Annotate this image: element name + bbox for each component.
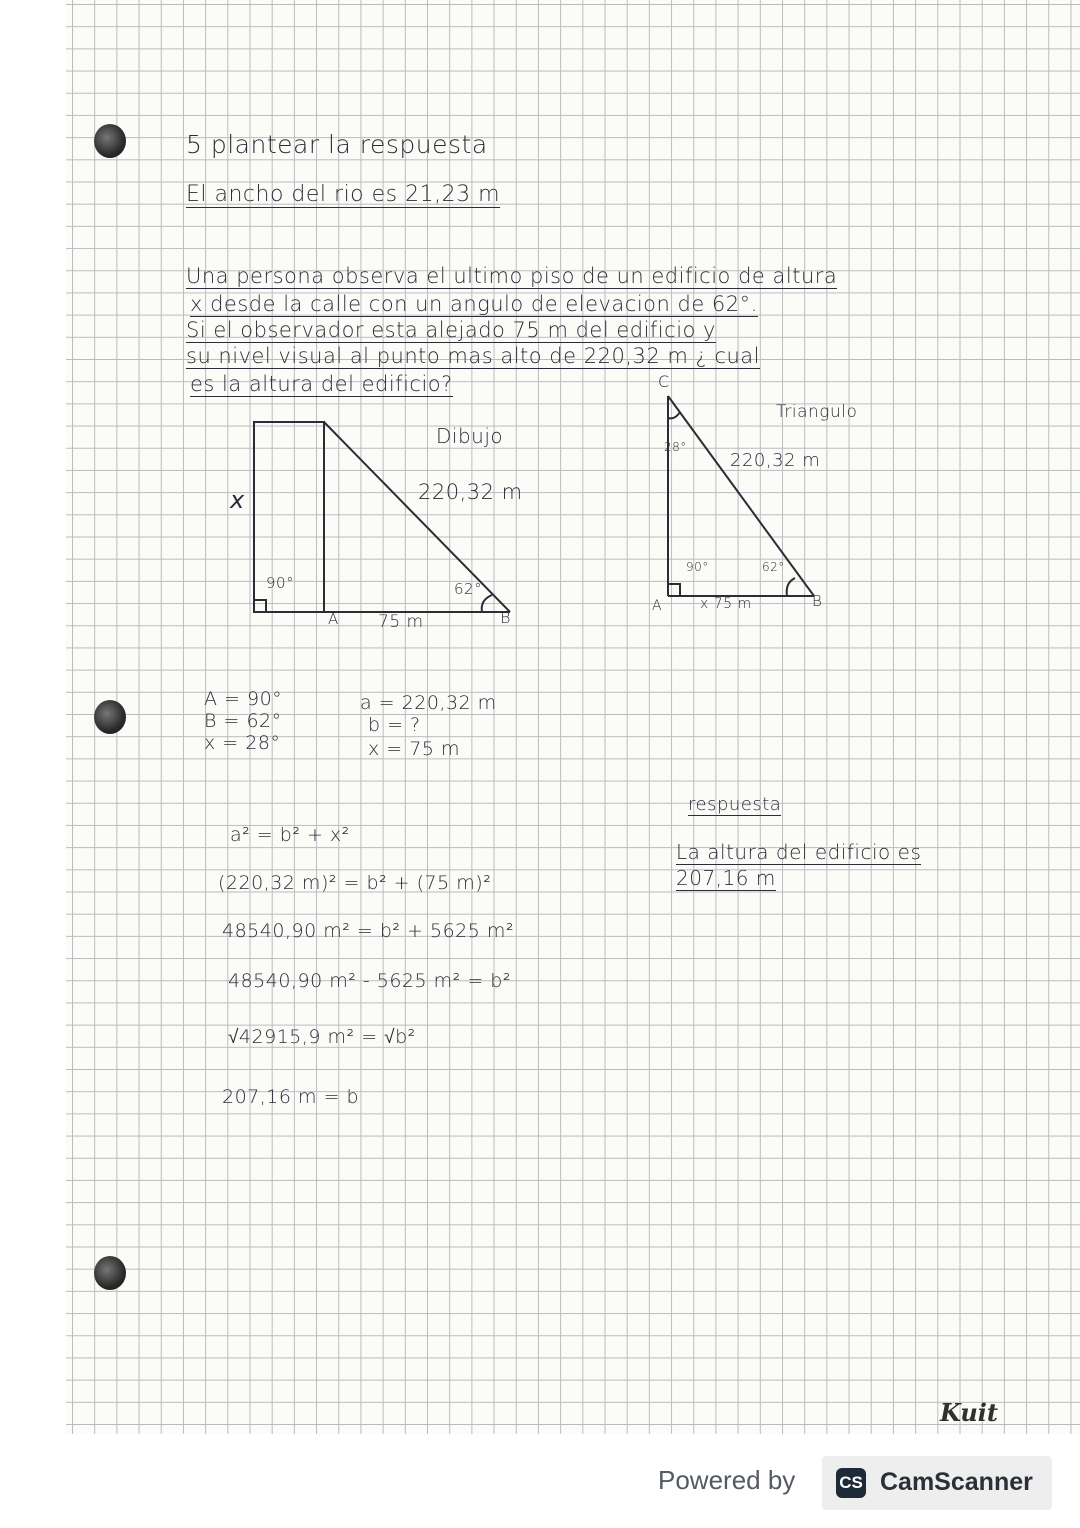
work-line-2: (220,32 m)² = b² + (75 m)²: [218, 872, 492, 894]
work-line-1: a² = b² + x²: [230, 824, 350, 846]
drawing-angle-label: 62°: [454, 580, 483, 598]
triangle-base-label: x 75 m: [700, 596, 752, 612]
data-angle-a: A = 90°: [204, 688, 283, 710]
work-line-6: 207,16 m = b: [222, 1086, 360, 1108]
triangle-top-angle: 28°: [664, 440, 687, 454]
response-line-2: 207,16 m: [676, 866, 776, 890]
triangle-angle-arc: [787, 578, 795, 596]
drawing-point-b: B: [500, 608, 511, 627]
data-angle-b: B = 62°: [204, 710, 282, 732]
response-line-1: La altura del edificio es: [676, 840, 922, 864]
problem-line-2: x desde la calle con un angulo de elevacion de 62°.: [190, 292, 758, 316]
drawing-base-label: 75 m: [378, 612, 424, 632]
problem-line-4: su nivel visual al punto mas alto de 220,32 m ¿ cual: [186, 344, 761, 368]
camscanner-name: CamScanner: [880, 1468, 1033, 1496]
drawing-title: Dibujo: [436, 424, 504, 448]
data-side-x: x = 75 m: [368, 738, 460, 760]
work-line-4: 48540,90 m² - 5625 m² = b²: [228, 970, 511, 992]
work-line-5: √42915,9 m² = √b²: [228, 1026, 416, 1048]
triangle-point-a: A: [652, 598, 663, 614]
triangle-right-angle: 90°: [686, 560, 709, 574]
problem-line-5: es la altura del edificio?: [190, 372, 453, 396]
powered-by-text: Powered by: [658, 1465, 796, 1495]
work-line-3: 48540,90 m² = b² + 5625 m²: [222, 920, 515, 942]
data-side-b: b = ?: [368, 714, 421, 736]
problem-line-1: Una persona observa el ultimo piso de un edificio de altura: [186, 264, 838, 288]
sight-line: [324, 422, 510, 612]
step-heading: 5 plantear la respuesta: [186, 130, 488, 159]
drawing-point-a: A: [328, 610, 339, 628]
drawing-hyp-label: 220,32 m: [418, 480, 523, 504]
drawing-right-angle: 90°: [266, 574, 295, 592]
angle-arc: [482, 595, 492, 612]
drawing-side-label: x: [230, 486, 245, 514]
triangle-top-arc: [668, 412, 680, 418]
camscanner-logo-icon: CS: [836, 1468, 866, 1498]
triangle-hyp-label: 220,32 m: [730, 450, 821, 471]
right-angle-mark: [254, 600, 266, 612]
triangle-angle-label: 62°: [762, 560, 785, 574]
triangle-point-b: B: [812, 592, 823, 610]
previous-answer: El ancho del rio es 21,23 m: [186, 182, 501, 207]
watermark-signature: Kuit: [940, 1398, 998, 1427]
data-angle-x: x = 28°: [204, 732, 281, 754]
triangle-title: Triangulo: [776, 402, 858, 422]
problem-line-3: Si el observador esta alejado 75 m del edificio y: [186, 318, 716, 342]
response-title: respuesta: [688, 794, 782, 815]
triangle-point-c: C: [658, 372, 670, 391]
triangle-right-mark: [668, 584, 680, 596]
data-side-a: a = 220,32 m: [360, 692, 497, 714]
